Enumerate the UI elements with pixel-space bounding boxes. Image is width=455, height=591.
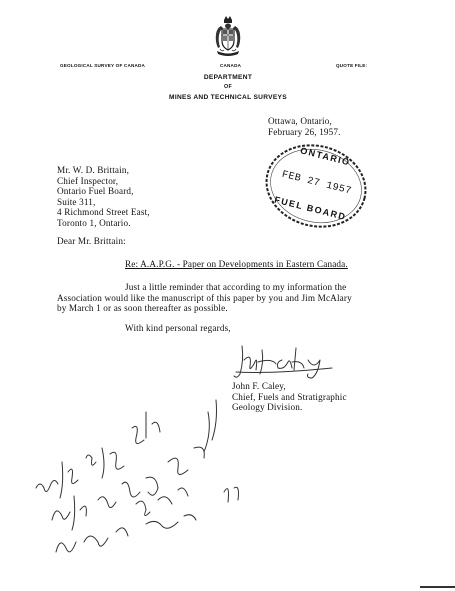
body-line: by March 1 or as soon thereafter as possible.: [57, 303, 228, 314]
page-edge-mark: [420, 586, 455, 588]
stamp-top-text: ONTARIO: [299, 145, 352, 168]
body-paragraph: [57, 282, 352, 314]
date-line: February 26, 1957.: [268, 126, 341, 137]
department-line: DEPARTMENT: [203, 74, 253, 81]
subject-line: Re: A.A.P.G. - Paper on Developments in Eastern Canada.: [125, 259, 348, 269]
salutation: Dear Mr. Brittain:: [57, 236, 126, 246]
address-line: Ontario Fuel Board,: [57, 186, 134, 197]
place-line: Ottawa, Ontario,: [268, 116, 332, 126]
address-line: Chief Inspector,: [57, 175, 119, 186]
handwritten-note: [28, 392, 253, 562]
closing: With kind personal regards,: [125, 323, 231, 333]
department-of-line: OF: [223, 84, 233, 90]
address-line: 4 Richmond Street East,: [57, 207, 150, 218]
address-line: Suite 311,: [57, 196, 96, 207]
signer-title: Chief, Fuels and Stratigraphic: [232, 391, 347, 402]
received-stamp: [255, 133, 376, 240]
department-name-line: MINES AND TECHNICAL SURVEYS: [169, 94, 287, 101]
signer-division: Geology Division.: [232, 402, 303, 413]
stamp-bottom-text: FUEL BOARD: [273, 194, 348, 223]
country-label: CANADA: [220, 63, 242, 68]
stamp-date-text: FEB 27 1957: [280, 169, 353, 198]
body-line: Just a little reminder that according to my information the: [125, 282, 347, 292]
coat-of-arms-icon: [213, 14, 243, 58]
address-line: Toronto 1, Ontario.: [57, 217, 131, 228]
address-line: Mr. W. D. Brittain,: [57, 165, 130, 175]
handwritten-signature: [232, 340, 342, 382]
body-line: Association would like the manuscript of this paper by you and Jim McAlary: [57, 292, 352, 303]
quote-file-label: QUOTE FILE:: [336, 63, 368, 68]
agency-label: GEOLOGICAL SURVEY OF CANADA: [60, 63, 146, 68]
signer-name: John F. Caley,: [232, 381, 286, 391]
recipient-address: [57, 165, 150, 229]
